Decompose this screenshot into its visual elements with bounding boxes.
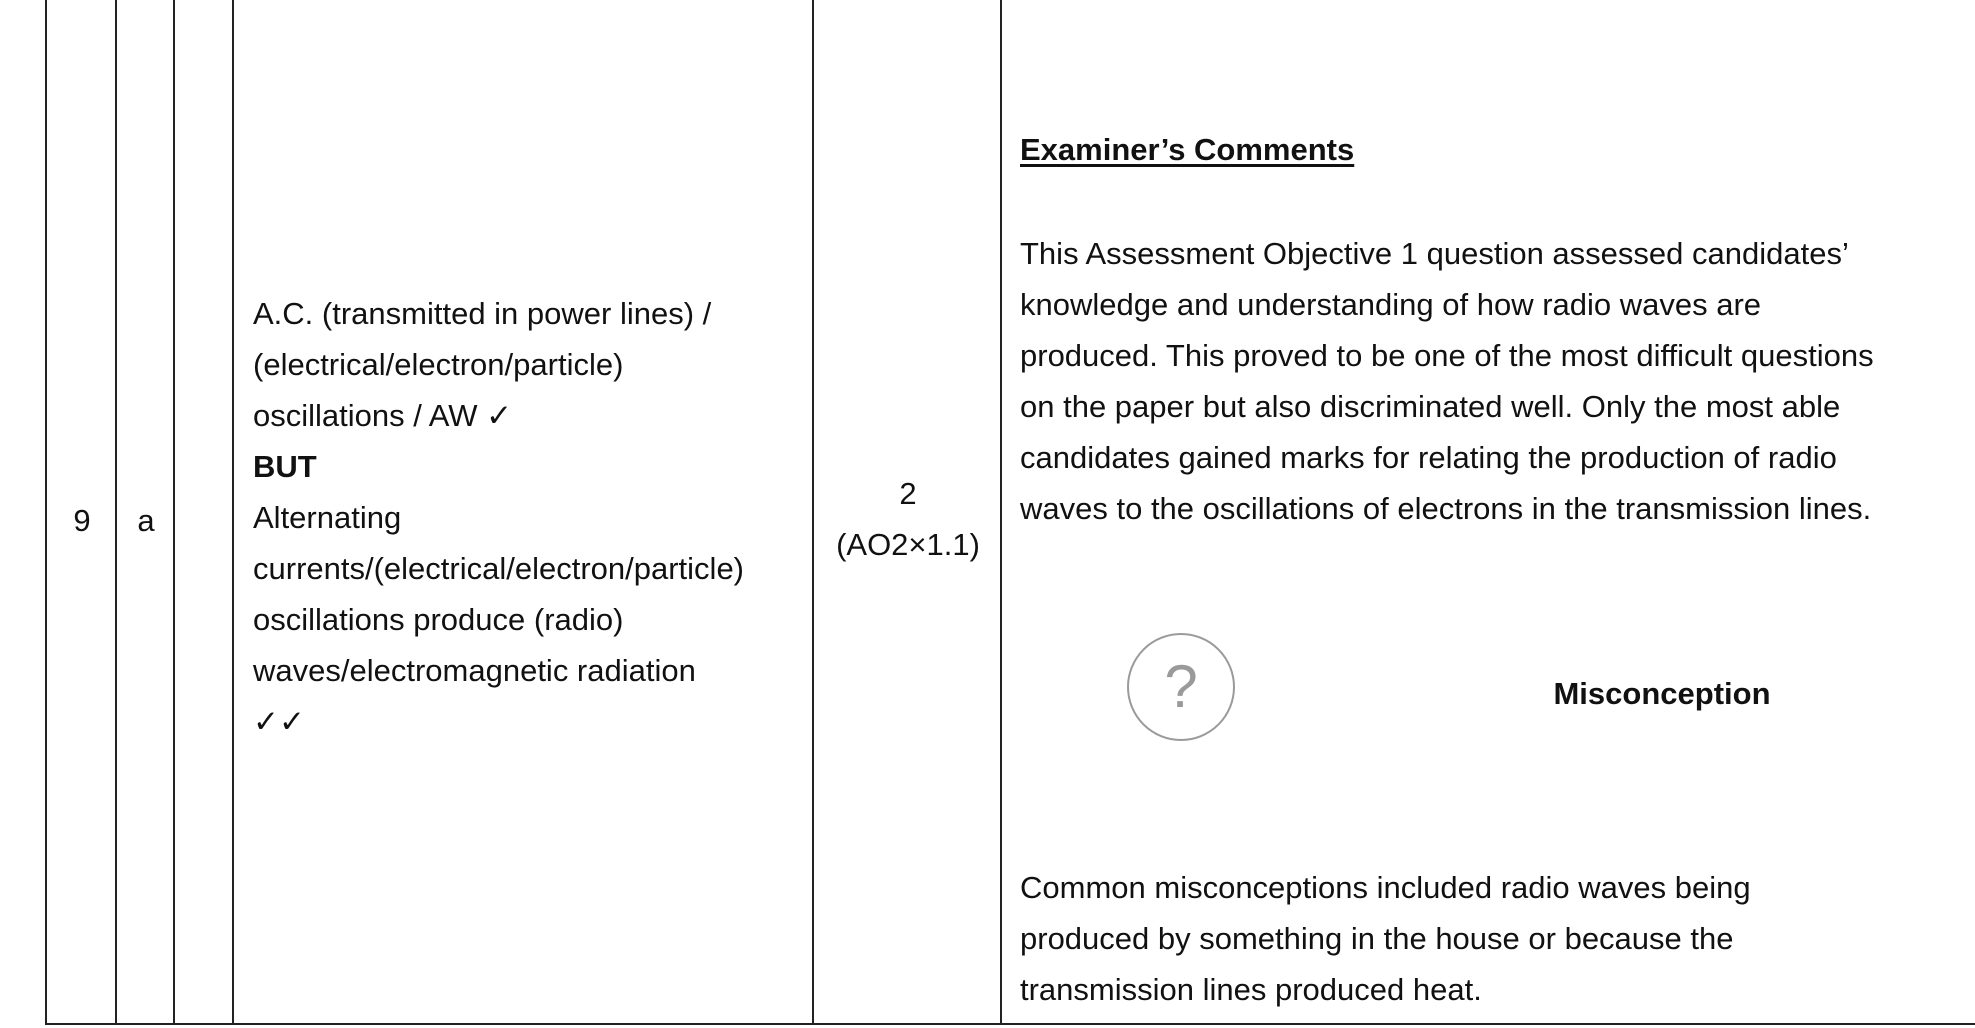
question-number: 9 — [73, 503, 91, 538]
comment-line: produced. This proved to be one of the most difficult questions — [1020, 338, 1874, 373]
guidance-cell — [1002, 0, 1975, 1023]
question-subpart-cell — [175, 0, 234, 1023]
answer-line: A.C. (transmitted in power lines) / — [253, 296, 712, 331]
marks-value: 2 — [899, 476, 917, 511]
answer-line: (electrical/electron/particle) — [253, 347, 624, 382]
misconception-line: Common misconceptions included radio waves being — [1020, 870, 1751, 905]
comment-line: knowledge and understanding of how radio waves are — [1020, 287, 1762, 322]
examiners-comments-text — [1020, 228, 1975, 534]
misconception-text — [1020, 862, 1975, 1015]
question-part: a — [137, 503, 155, 538]
answer-line: ✓✓ — [253, 704, 305, 739]
answer-line: oscillations / AW ✓ — [253, 398, 513, 433]
question-mark-circle-icon: ? — [1127, 633, 1235, 741]
mark-scheme-table-row — [45, 0, 1975, 1025]
examiners-comments-heading: Examiner’s Comments — [1020, 132, 1355, 167]
question-part-cell — [117, 0, 175, 1023]
question-number-cell — [47, 0, 117, 1023]
marks-assessment-objective: (AO2×1.1) — [836, 527, 980, 562]
answer-cell — [234, 0, 814, 1023]
misconception-line: transmission lines produced heat. — [1020, 972, 1482, 1007]
comment-line: on the paper but also discriminated well. Only the most able — [1020, 389, 1841, 424]
answer-line: BUT — [253, 449, 317, 484]
answer-line: currents/(electrical/electron/particle) — [253, 551, 745, 586]
misconception-label: Misconception — [1553, 676, 1771, 711]
marks-cell — [814, 0, 1002, 1023]
comment-line: This Assessment Objective 1 question assessed candidates’ — [1020, 236, 1849, 271]
misconception-line: produced by something in the house or because the — [1020, 921, 1734, 956]
marks-block — [814, 468, 1002, 570]
comment-line: candidates gained marks for relating the production of radio — [1020, 440, 1837, 475]
answer-line: Alternating — [253, 500, 402, 535]
comment-line: waves to the oscillations of electrons in the transmission lines. — [1020, 491, 1872, 526]
answer-line: oscillations produce (radio) — [253, 602, 624, 637]
answer-text — [253, 288, 813, 747]
answer-line: waves/electromagnetic radiation — [253, 653, 696, 688]
